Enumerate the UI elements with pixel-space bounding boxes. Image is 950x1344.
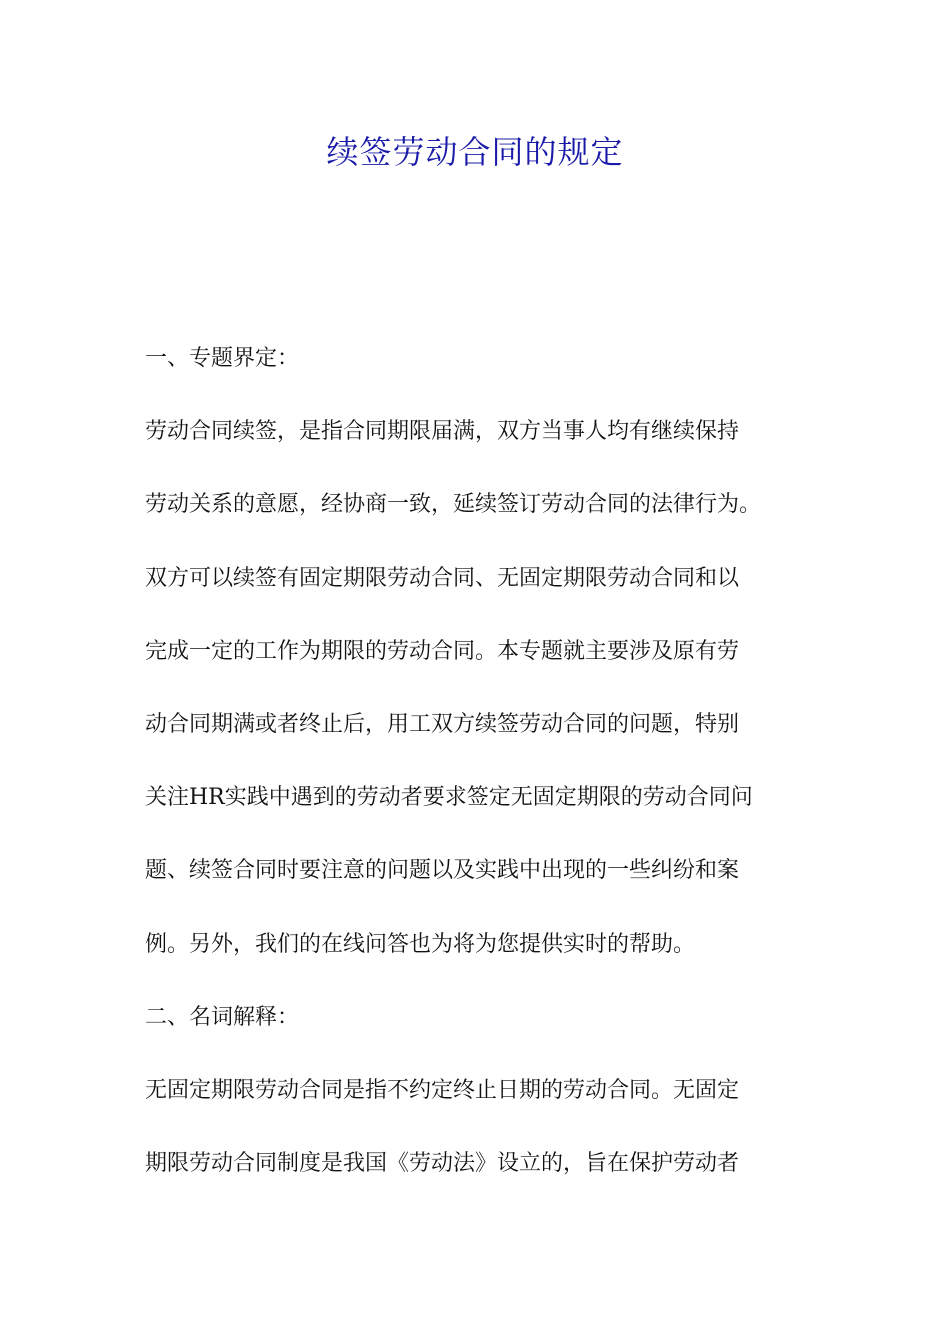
document-body [145, 337, 825, 1215]
paragraph-line: 双方可以续签有固定期限劳动合同、无固定期限劳动合同和以 [145, 565, 740, 591]
paragraph-line: 题、续签合同时要注意的问题以及实践中出现的一些纠纷和案 [145, 858, 740, 884]
section-heading: 一、专题界定： [145, 346, 300, 371]
paragraph-line: 关注HR实践中遇到的劳动者要求签定无固定期限的劳动合同问 [145, 785, 753, 811]
section-heading: 二、名词解释： [145, 1004, 300, 1030]
paragraph-line: 劳动合同续签，是指合同期限届满，双方当事人均有继续保持 [145, 419, 740, 445]
paragraph-line: 劳动关系的意愿，经协商一致，延续签订劳动合同的法律行为。 [145, 492, 762, 518]
paragraph-line: 例。另外，我们的在线问答也为将为您提供实时的帮助。 [145, 931, 696, 957]
paragraph-line: 无固定期限劳动合同是指不约定终止日期的劳动合同。无固定 [145, 1077, 740, 1103]
paragraph-line: 期限劳动合同制度是我国《劳动法》设立的，旨在保护劳动者 [145, 1151, 740, 1177]
paragraph-line: 动合同期满或者终止后，用工双方续签劳动合同的问题，特别 [145, 711, 740, 737]
paragraph-line: 完成一定的工作为期限的劳动合同。本专题就主要涉及原有劳 [145, 638, 740, 664]
document-title: 续签劳动合同的规定 [326, 133, 624, 171]
